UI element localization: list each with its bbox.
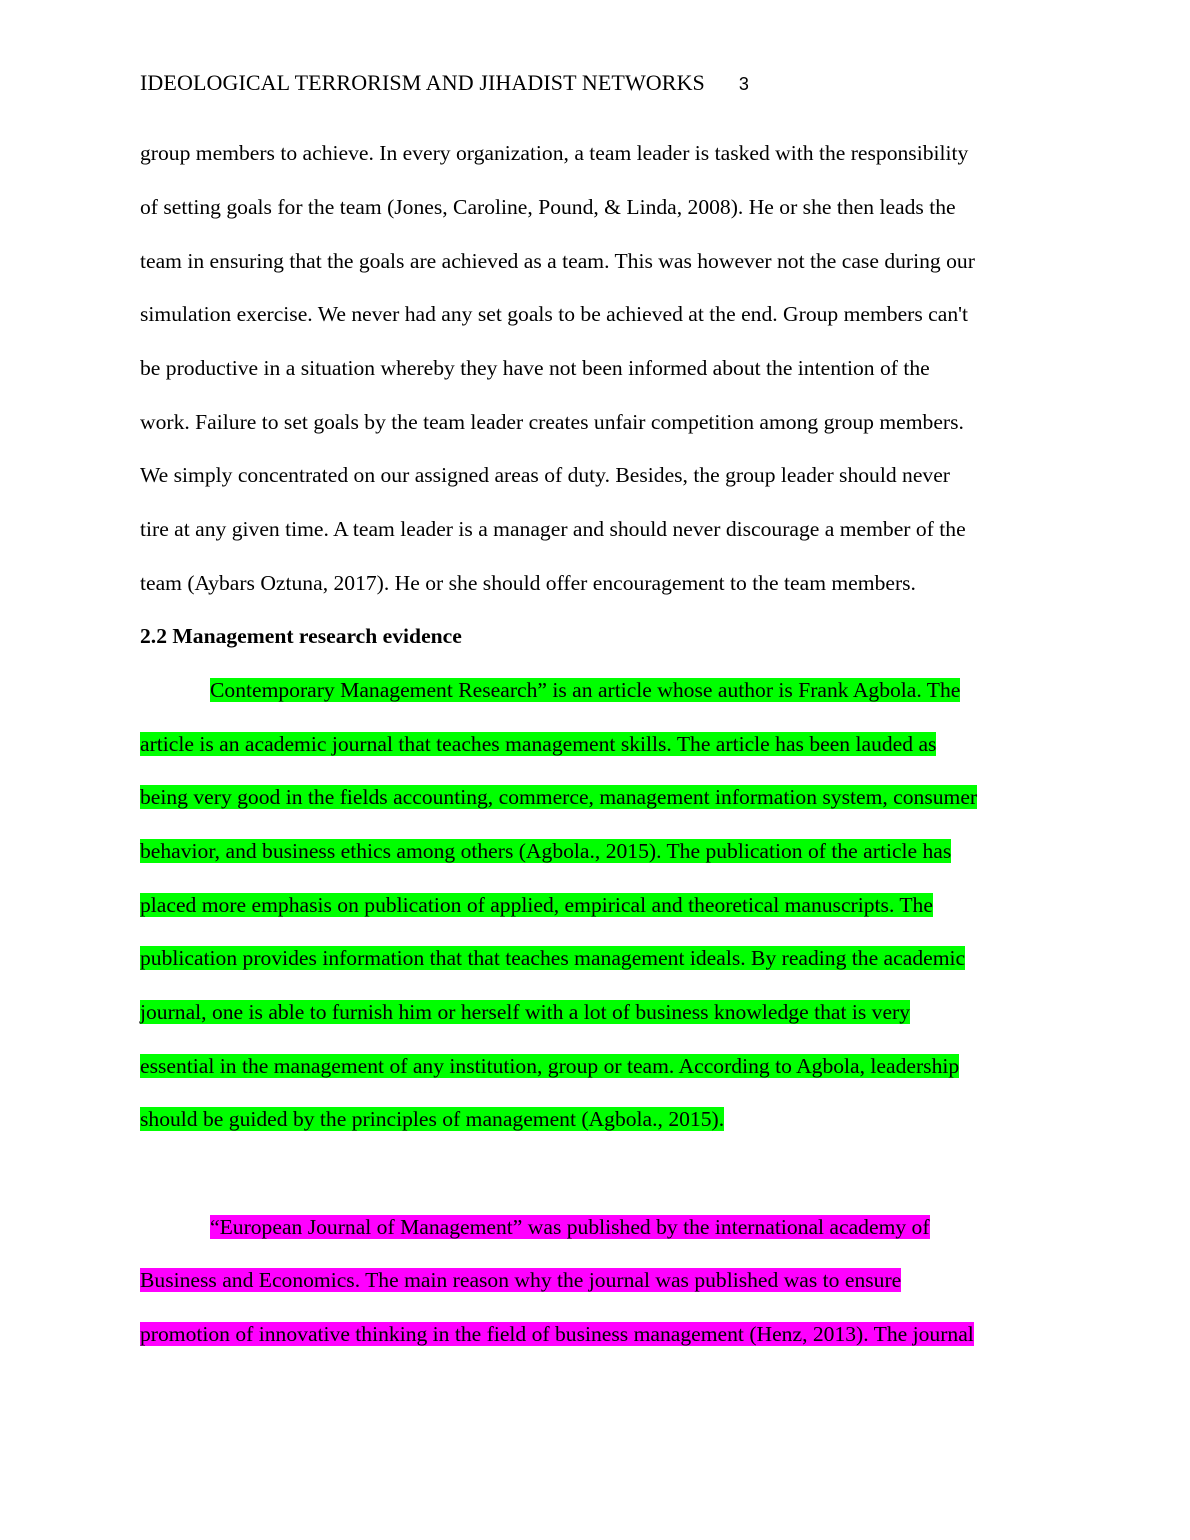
highlight-green: being very good in the fields accounting, commerce, management information system, consumer [140,785,978,809]
highlighted-line-magenta [210,1212,930,1242]
highlight-green: journal, one is able to furnish him or herself with a lot of business knowledge that is very [140,1000,911,1024]
body-line: of setting goals for the team (Jones, Caroline, Pound, & Linda, 2008). He or she then leads the [140,195,956,219]
highlighted-line-magenta [140,1265,901,1295]
body-line: tire at any given time. A team leader is a manager and should never discourage a member of the [140,517,966,541]
body-line: work. Failure to set goals by the team leader creates unfair competition among group members. [140,410,964,434]
highlighted-line-green [140,782,977,812]
highlighted-line-green [140,997,910,1027]
highlighted-line-green [140,1051,959,1081]
highlighted-line-green [140,943,965,973]
highlight-green: article is an academic journal that teaches management skills. The article has been lauded as [140,732,937,756]
running-head: IDEOLOGICAL TERRORISM AND JIHADIST NETWORKS [140,70,705,95]
body-line: We simply concentrated on our assigned areas of duty. Besides, the group leader should never [140,463,950,487]
highlight-green: should be guided by the principles of management (Agbola., 2015). [140,1107,725,1131]
highlighted-line-green [140,836,951,866]
page-number: 3 [738,74,749,94]
section-heading: 2.2 Management research evidence [140,624,462,648]
body-line: team (Aybars Oztuna, 2017). He or she should offer encouragement to the team members. [140,571,916,595]
highlighted-line-magenta [140,1319,974,1349]
highlighted-line-green [210,675,960,705]
highlight-green: behavior, and business ethics among others (Agbola., 2015). The publication of the article has [140,839,952,863]
highlighted-line-green [140,729,936,759]
highlighted-line-green [140,1104,724,1134]
highlighted-line-green [140,890,933,920]
highlight-green: publication provides information that that teaches management ideals. By reading the academic [140,946,966,970]
highlight-green: essential in the management of any institution, group or team. According to Agbola, leadership [140,1054,960,1078]
body-line: be productive in a situation whereby they have not been informed about the intention of the [140,356,930,380]
highlight-magenta: promotion of innovative thinking in the field of business management (Henz, 2013). The journal [140,1322,974,1346]
page-header [140,70,749,100]
highlight-magenta: Business and Economics. The main reason why the journal was published was to ensure [140,1268,902,1292]
body-line: team in ensuring that the goals are achieved as a team. This was however not the case during our [140,249,975,273]
body-line: simulation exercise. We never had any set goals to be achieved at the end. Group members can't [140,302,969,326]
highlight-green: placed more emphasis on publication of applied, empirical and theoretical manuscripts. The [140,893,933,917]
highlight-magenta: “European Journal of Management” was published by the international academy of [210,1215,930,1239]
highlight-green: Contemporary Management Research” is an article whose author is Frank Agbola. The [210,678,961,702]
body-line: group members to achieve. In every organization, a team leader is tasked with the responsibility [140,141,969,165]
